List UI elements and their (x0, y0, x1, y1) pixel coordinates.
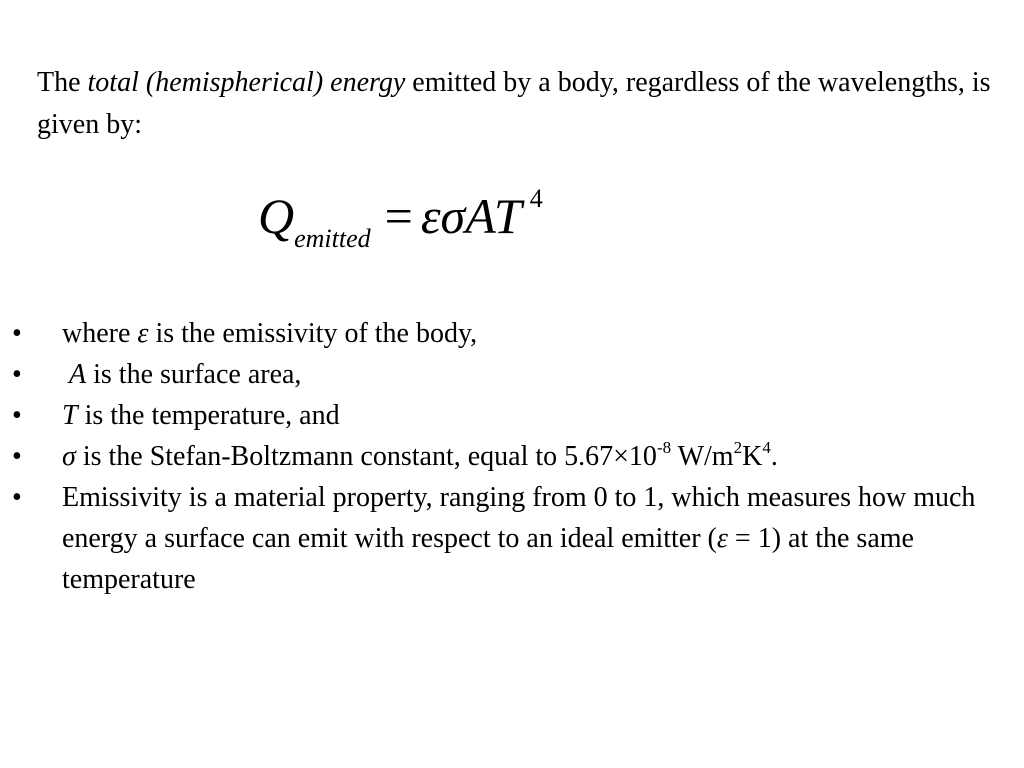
list-item-text: . (770, 441, 778, 472)
list-item-text: Emissivity is a material property, ranging from 0 to 1, which measures how much energy a surface can emit with respect to an ideal emitter ( (62, 482, 976, 554)
list-item-temperature (0, 395, 1000, 436)
exponent-minus-8: -8 (656, 437, 672, 457)
equation-lhs: Q (258, 188, 295, 244)
list-item-text: K (742, 441, 763, 472)
variable-t: T (62, 400, 78, 431)
intro-paragraph (37, 62, 997, 146)
intro-text-after: emitted by a body, regardless of the wavelengths, is given by: (37, 67, 991, 140)
bullet-marker: • (12, 359, 22, 390)
list-item-area (0, 354, 1000, 395)
equation-rhs: εσAT (420, 188, 522, 244)
list-item-text: is the surface area, (86, 359, 302, 390)
variable-epsilon: ε (137, 318, 149, 349)
list-item-emissivity-definition (0, 477, 1000, 600)
list-item-text: where (62, 318, 138, 349)
bullet-marker: • (12, 482, 22, 513)
equation-equals: = (384, 188, 413, 244)
list-item-text: = 1) at the same temperature (62, 523, 914, 595)
equation-rhs-exponent: 4 (529, 184, 543, 213)
exponent-4: 4 (762, 437, 771, 457)
intro-italic-term: total (hemispherical) energy (87, 67, 406, 98)
list-item-emissivity (0, 313, 1000, 354)
intro-text-before: The (37, 67, 88, 98)
exponent-2: 2 (733, 437, 743, 457)
variable-sigma: σ (62, 441, 76, 472)
definition-list (0, 313, 1000, 600)
equation-lhs-subscript: emitted (294, 224, 371, 253)
emission-equation (258, 184, 543, 255)
bullet-marker: • (12, 441, 22, 472)
variable-epsilon: ε (716, 523, 728, 554)
list-item-text: W/m (671, 441, 734, 472)
list-item-lead-space (62, 359, 69, 390)
bullet-marker: • (12, 318, 22, 349)
variable-a: A (69, 359, 87, 390)
bullet-marker: • (12, 400, 22, 431)
list-item-text: is the temperature, and (77, 400, 340, 431)
list-item-text: is the Stefan-Boltzmann constant, equal to 5.67×10 (75, 441, 657, 472)
list-item-text: is the emissivity of the body, (148, 318, 478, 349)
list-item-stefan-boltzmann (0, 436, 1000, 477)
